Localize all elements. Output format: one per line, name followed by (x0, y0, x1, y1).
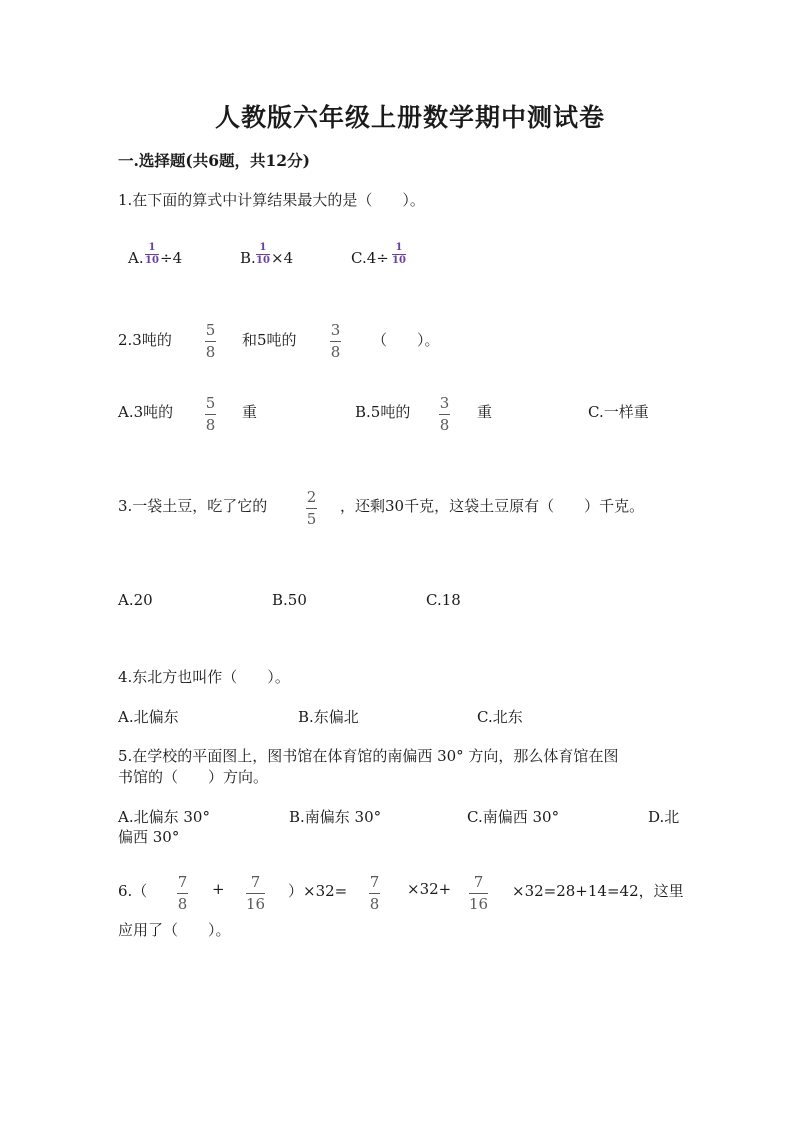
q1-c-denominator: 10 (392, 255, 406, 266)
q1-c-numerator: 1 (395, 242, 403, 253)
q3-stem-part-1: 3.一袋土豆，吃了它的 (118, 497, 268, 515)
q2-a-fraction (205, 396, 216, 433)
question-2-option-c[interactable]: C.一样重 (588, 403, 649, 421)
q6-tail: ×32=28+14=42，这里 (512, 882, 684, 900)
q1-a-fraction (145, 243, 159, 266)
q1-b-fraction (256, 243, 270, 266)
q2-f2-numerator: 3 (330, 321, 341, 339)
q2-a-bar (205, 414, 216, 415)
q5-d-part-1: D.北 (648, 808, 680, 826)
q2-a-denominator: 8 (205, 416, 216, 434)
q6-f4-denominator: 16 (469, 895, 489, 913)
q2-b-numerator: 3 (439, 394, 450, 412)
q2-b-fraction (439, 396, 450, 433)
question-3-option-a[interactable]: A.20 (118, 591, 153, 609)
q2-stem-fraction-2 (330, 323, 341, 360)
q2-stem-part-2: 和5吨的 (242, 331, 297, 349)
page-title: 人教版六年级上册数学期中测试卷 (215, 103, 606, 132)
q1-b-prefix: B. (240, 249, 256, 267)
question-4-stem: 4.东北方也叫作（ ）。 (118, 668, 290, 686)
q6-fraction-3 (369, 875, 380, 912)
q2-f2-bar (330, 341, 341, 342)
q6-fraction-1 (177, 875, 188, 912)
question-3-option-c[interactable]: C.18 (426, 591, 461, 609)
q6-f2-denominator: 16 (246, 895, 266, 913)
q2-stem-part-1: 2.3吨的 (118, 331, 172, 349)
q2-f2-denominator: 8 (330, 343, 341, 361)
q2-stem-fraction-1 (205, 323, 216, 360)
q2-a-prefix: A.3吨的 (118, 403, 174, 421)
q1-b-numerator: 1 (259, 242, 267, 253)
q2-b-prefix: B.5吨的 (355, 403, 411, 421)
question-4-option-b[interactable]: B.东偏北 (298, 708, 359, 726)
q3-stem-part-2: ，还剩30千克，这袋土豆原有（ ）千克。 (340, 497, 645, 515)
q2-b-bar (439, 414, 450, 415)
q1-b-operator: ×4 (271, 249, 294, 267)
q2-a-numerator: 5 (205, 394, 216, 412)
question-5-option-a[interactable]: A.北偏东 30° (118, 808, 210, 826)
q3-stem-fraction (306, 490, 317, 527)
q6-f3-numerator: 7 (369, 873, 380, 891)
q2-b-denominator: 8 (439, 416, 450, 434)
q2-f1-bar (205, 341, 216, 342)
q6-f2-bar (246, 893, 265, 894)
q1-a-operator: ÷4 (160, 249, 183, 267)
q3-f-numerator: 2 (306, 488, 317, 506)
question-5-stem-line-2: 书馆的（ ）方向。 (118, 768, 269, 786)
q1-a-prefix: A. (128, 249, 144, 267)
q1-c-fraction (392, 243, 406, 266)
q3-f-bar (306, 508, 317, 509)
question-4-option-c[interactable]: C.北东 (477, 708, 523, 726)
question-4-option-a[interactable]: A.北偏东 (118, 708, 179, 726)
q2-stem-part-3: （ ）。 (372, 331, 440, 349)
q6-f3-bar (369, 893, 380, 894)
q5-d-part-2: 偏西 30° (118, 828, 180, 846)
q6-plus: + (212, 880, 225, 898)
question-6-stem-line-2: 应用了（ ）。 (118, 921, 231, 939)
q3-f-denominator: 5 (306, 510, 317, 528)
question-5-stem-line-1: 5.在学校的平面图上，图书馆在体育馆的南偏西 30° 方向，那么体育馆在图 (118, 747, 619, 765)
q6-f2-numerator: 7 (250, 873, 261, 891)
q2-f1-denominator: 8 (205, 343, 216, 361)
question-3-option-b[interactable]: B.50 (272, 591, 307, 609)
question-5-option-b[interactable]: B.南偏东 30° (289, 808, 382, 826)
q6-f1-bar (177, 893, 188, 894)
q1-c-prefix: C.4÷ (351, 249, 389, 267)
q1-b-denominator: 10 (256, 255, 270, 266)
q1-a-numerator: 1 (148, 242, 156, 253)
q6-mid: ）×32= (288, 882, 348, 900)
question-5-option-c[interactable]: C.南偏西 30° (467, 808, 560, 826)
question-1-stem: 1.在下面的算式中计算结果最大的是（ ）。 (118, 191, 425, 209)
q2-f1-numerator: 5 (205, 321, 216, 339)
q6-f1-numerator: 7 (177, 873, 188, 891)
q6-f4-bar (469, 893, 488, 894)
q6-fraction-2 (246, 875, 265, 912)
q6-f1-denominator: 8 (177, 895, 188, 913)
q2-a-suffix: 重 (242, 403, 258, 421)
q6-f3-denominator: 8 (369, 895, 380, 913)
q6-fraction-4 (469, 875, 488, 912)
q6-mid2: ×32+ (407, 880, 452, 898)
section-heading: 一.选择题(共6题，共12分) (118, 151, 310, 170)
q6-open: 6.（ (118, 882, 148, 900)
q2-b-suffix: 重 (477, 403, 493, 421)
q6-f4-numerator: 7 (473, 873, 484, 891)
q1-a-denominator: 10 (145, 255, 159, 266)
